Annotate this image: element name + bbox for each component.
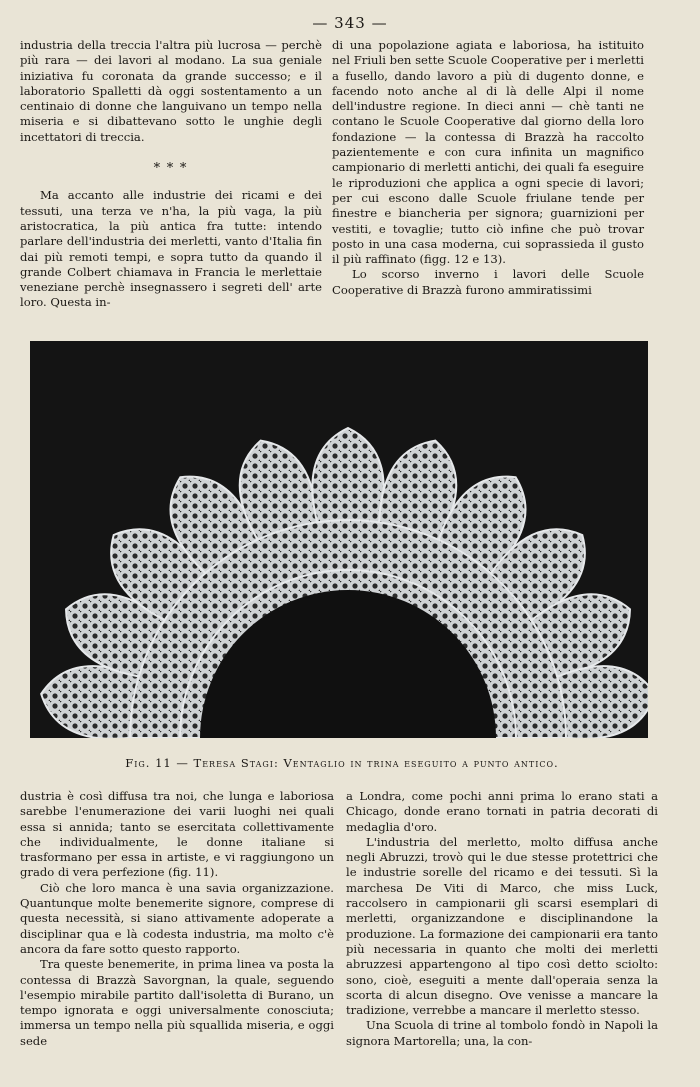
page-number: — 343 — — [312, 14, 388, 32]
section-separator: * * * — [153, 161, 189, 177]
lace-petal — [312, 428, 383, 530]
lace-fan-illustration — [30, 341, 648, 738]
column-top-left — [20, 38, 322, 311]
column-bottom-left — [20, 789, 334, 1049]
paragraph: Una Scuola di trine al tombolo fondò in Napoli la signora Martorella; una, la con- — [346, 1018, 658, 1048]
paragraph: Ciò che loro manca è una savia organizzazione. Quantunque molte benemerite signore, comprese di questa necessità, si siano attivamente adoperate a disciplinar qua e là codesta industria, ma molto c'è ancora da fare sotto questo rapporto. — [20, 880, 334, 956]
paragraph: a Londra, come pochi anni prima lo erano stati a Chicago, donde erano tornati in patria decorati di medaglia d'oro. — [346, 789, 658, 834]
figure-caption: Fig. 11 — Teresa Stagi: Ventaglio in trina eseguito a punto antico. — [125, 756, 559, 770]
paragraph: industria della treccia l'altra più lucrosa — perchè più rara — dei lavori al modano. La sua geniale iniziativa fu coronata da grande successo; e il laboratorio Spalletti dà oggi sostentamento a un centinaio di donne che languivano un tempo nella miseria e si dibattevano sotto le unghie degli incettatori di treccia. — [20, 38, 322, 144]
column-top-right — [332, 38, 644, 298]
paragraph: dustria è così diffusa tra noi, che lunga e laboriosa sarebbe l'enumerazione dei varii luoghi nei quali essa si annida; tanto se esercitata collettivamente che individualmente, le donne italiane si trasformano per essa in artiste, e vi raggiungono un grado di vera perfezione (fig. 11). — [20, 789, 334, 880]
paragraph: di una popolazione agiata e laboriosa, ha istituito nel Friuli ben sette Scuole Cooperative per i merletti a fusello, dando lavoro a più di dugento donne, e facendo noto anche al di là delle Alpi il nome dell'industre regione. In dieci anni — chè tanti ne contano le Scuole Cooperative dal giorno della loro fondazione — la contessa di Brazzà ha raccolto pazientemente e con cura infinita un magnifico campionario di merletti antichi, dei quali fa eseguire le riproduzioni che applica a ogni specie di lavori; per cui escono dalle Scuole friulane tende per finestre e biancheria per signora; guarnizioni per vestiti, e tovaglie; tutto ciò infine che può trovar posto in una casa moderna, cui soprassieda il gusto il più raffinato (figg. 12 e 13). — [332, 38, 644, 267]
paragraph: Ma accanto alle industrie dei ricami e dei tessuti, una terza ve n'ha, la più vaga, la più aristocratica, la più antica fra tutte: intendo parlare dell'industria dei merletti, vanto d'Italia fin dai più remoti tempi, e sopra tutto da quando il grande Colbert chiamava in Francia le merlettaie veneziane perchè insegnassero i segreti dell' arte loro. Questa in- — [20, 188, 322, 310]
paragraph: L'industria del merletto, molto diffusa anche negli Abruzzi, trovò qui le due stesse protettrici che le industrie sorelle del ricamo e dei tessuti. Sì la marchesa De Viti di Marco, che miss Luck, raccolsero in campionarii gli scarsi esemplari di merletti, organizzandone e disciplinandone la produzione. La formazione dei campionarii era tanto più necessaria in quanto che molti dei merletti abruzzesi appartengono al tipo così detto sciolto: sono, cioè, eseguiti a mente dall'operaia senza la scorta di alcun disegno. Ove venisse a mancare la tradizione, verrebbe a mancare il merletto stesso. — [346, 834, 658, 1018]
paragraph: Lo scorso inverno i lavori delle Scuole Cooperative di Brazzà furono ammiratissimi — [332, 267, 644, 297]
lace-fan-figure — [30, 341, 648, 738]
paragraph: Tra queste benemerite, in prima linea va posta la contessa di Brazzà Savorgnan, la quale, seguendo l'esempio mirabile partito dall'isoletta di Burano, un tempo ignorata e oggi universalmente conosciuta; immersa un tempo nella più squallida miseria, e oggi sede — [20, 957, 334, 1048]
column-bottom-right — [346, 789, 658, 1049]
